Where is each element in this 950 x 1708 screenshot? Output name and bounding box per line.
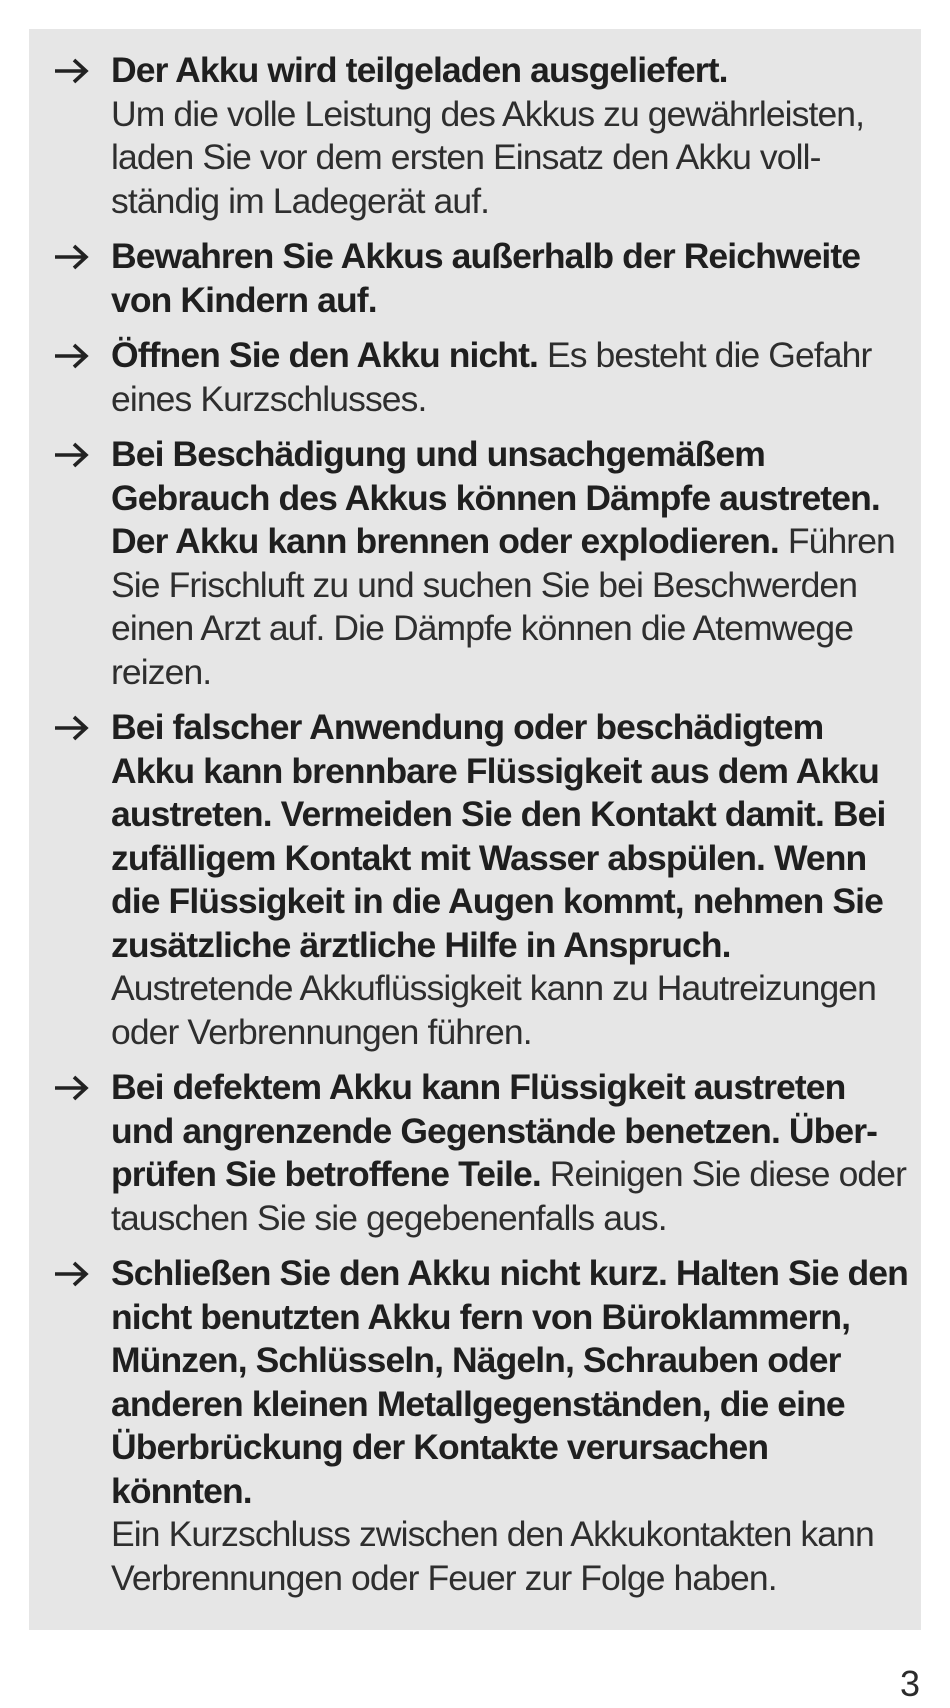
list-item bbox=[29, 49, 921, 223]
arrow-right-icon bbox=[53, 442, 89, 468]
item-bold-text: Schließen Sie den Akku nicht kurz. Halten Sie den nicht benutzten Akku fern von Büroklammern, Münzen, Schlüsseln, Nägeln, Schrauben oder anderen kleinen Metallgegenständen, die eine Überbrückung der Kontakte verursachen könnten. bbox=[111, 1253, 908, 1511]
item-normal-text: Um die volle Leistung des Akkus zu gewährleisten, laden Sie vor dem ersten Einsatz den Akku vollständig im Ladegerät auf. bbox=[111, 93, 865, 221]
item-bold-text: Bei Beschädigung und unsachgemäßem Gebrauch des Akkus können Dämpfe austreten. Der Akku kann brennen oder explodieren. bbox=[111, 434, 880, 561]
list-item bbox=[29, 1252, 921, 1600]
item-bold-text: Bei falscher Anwendung oder beschädigtem Akku kann brennbare Flüssigkeit aus dem Akku austreten. Vermeiden Sie den Kontakt damit. Bei zufälligem Kontakt mit Wasser abspülen. Wenn die Flüssigkeit in die Augen kommt, nehmen Sie zusätzliche ärztliche Hilfe in Anspruch. bbox=[111, 707, 886, 965]
list-item bbox=[29, 235, 921, 322]
safety-notes-panel bbox=[29, 29, 921, 1630]
item-normal-text: Es besteht die Gefahr eines Kurzschlusses. bbox=[111, 335, 872, 419]
arrow-right-icon bbox=[53, 244, 89, 270]
arrow-right-icon bbox=[53, 715, 89, 741]
arrow-right-icon bbox=[53, 1075, 89, 1101]
item-normal-text: Reinigen Sie diese oder tauschen Sie sie gegebenenfalls aus. bbox=[111, 1154, 907, 1238]
item-bold-text: Öffnen Sie den Akku nicht. bbox=[111, 335, 538, 375]
arrow-right-icon bbox=[53, 1261, 89, 1287]
item-normal-text: Ein Kurzschluss zwischen den Akkukontakten kann Verbrennungen oder Feuer zur Folge haben. bbox=[111, 1514, 874, 1598]
item-normal-text: Führen Sie Frischluft zu und suchen Sie bei Beschwerden einen Arzt auf. Die Dämpfe können die Atemwege reizen. bbox=[111, 521, 895, 692]
item-bold-text: Bei defektem Akku kann Flüssigkeit austreten und angrenzende Gegenstände benetzen. Überprüfen Sie betroffene Teile. bbox=[111, 1067, 878, 1194]
item-normal-text: Austretende Akkuflüssigkeit kann zu Hautreizungen oder Verbrennungen führen. bbox=[111, 968, 876, 1052]
page-number: 3 bbox=[899, 1663, 920, 1704]
arrow-right-icon bbox=[53, 58, 89, 84]
item-bold-text: Der Akku wird teilgeladen ausgeliefert. bbox=[111, 50, 728, 90]
list-item bbox=[29, 433, 921, 694]
list-item bbox=[29, 334, 921, 421]
item-bold-text: Bewahren Sie Akkus außerhalb der Reichweite von Kindern auf. bbox=[111, 236, 861, 320]
arrow-right-icon bbox=[53, 343, 89, 369]
list-item bbox=[29, 1066, 921, 1240]
list-item bbox=[29, 706, 921, 1054]
